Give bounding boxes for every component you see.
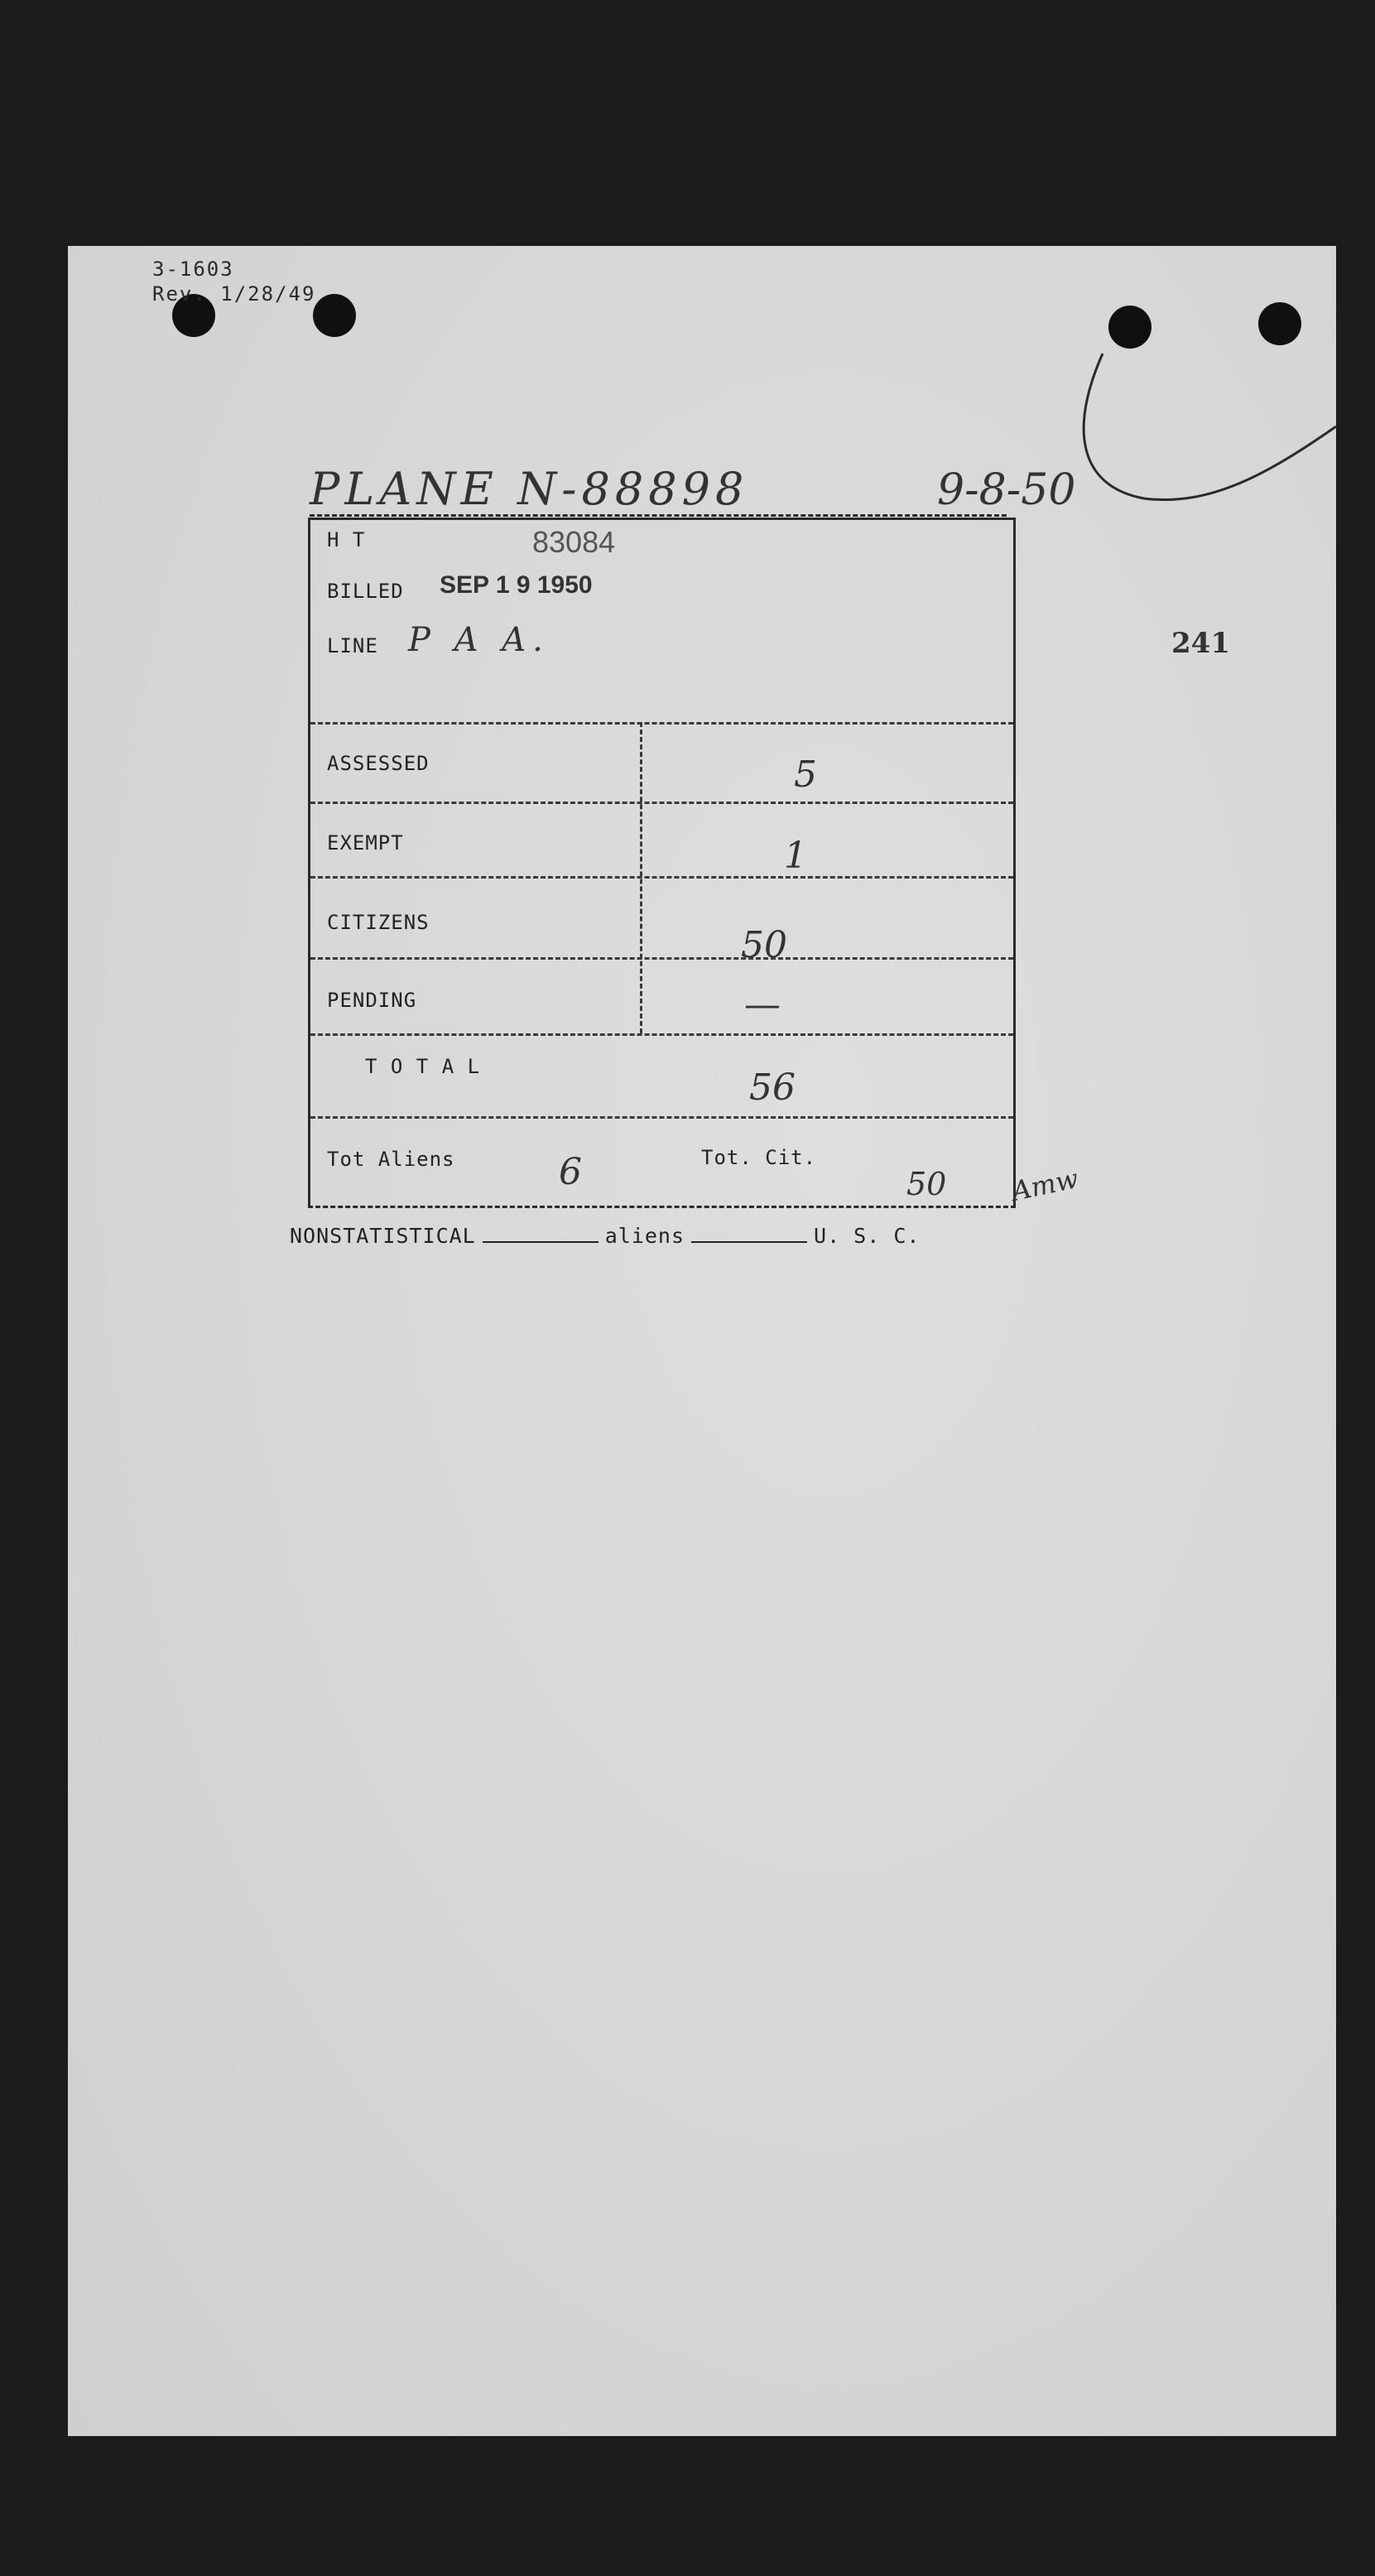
pending-label: PENDING <box>327 989 417 1012</box>
aliens-label: aliens <box>604 1224 685 1248</box>
row-divider <box>310 957 1013 960</box>
line-label: LINE <box>327 634 378 657</box>
citizens-label: CITIZENS <box>327 911 430 934</box>
tot-cit-value: 50 <box>906 1166 947 1202</box>
initials: Amw <box>1008 1163 1081 1207</box>
nonstatistical-label: NONSTATISTICAL <box>290 1224 476 1248</box>
section-divider <box>310 722 1013 725</box>
nonstatistical-line <box>290 1224 920 1248</box>
manifest-form <box>308 518 1016 1208</box>
nonstatistical-blank <box>483 1241 599 1243</box>
total-value: 56 <box>749 1067 796 1109</box>
header-underline <box>310 514 1007 517</box>
aliens-blank <box>691 1241 807 1243</box>
ht-value: 83084 <box>532 525 616 559</box>
form-code: 3-1603 <box>152 258 234 281</box>
row-divider <box>310 1033 1013 1036</box>
row-divider <box>310 1116 1013 1119</box>
row-divider <box>310 802 1013 804</box>
ht-label: H T <box>327 528 366 551</box>
header-date: 9-8-50 <box>937 465 1076 515</box>
plane-number: PLANE N-88898 <box>310 463 749 515</box>
billed-stamp: SEP 1 9 1950 <box>440 571 593 599</box>
billed-label: BILLED <box>327 580 404 603</box>
assessed-value: 5 <box>794 754 817 796</box>
usc-label: U. S. C. <box>814 1224 921 1248</box>
tot-cit-label: Tot. Cit. <box>701 1146 817 1169</box>
exempt-value: 1 <box>784 835 807 877</box>
row-divider <box>310 876 1013 879</box>
tot-aliens-value: 6 <box>559 1151 582 1193</box>
pending-value: — <box>744 984 781 1026</box>
form-revision: Rev. 1/28/49 <box>152 282 316 306</box>
side-number: 241 <box>1171 627 1230 660</box>
citizens-value: 50 <box>741 924 787 966</box>
total-label: T O T A L <box>365 1055 481 1078</box>
line-value: P A A. <box>408 621 550 659</box>
exempt-label: EXEMPT <box>327 831 404 855</box>
tot-aliens-label: Tot Aliens <box>327 1148 455 1171</box>
assessed-label: ASSESSED <box>327 752 430 775</box>
